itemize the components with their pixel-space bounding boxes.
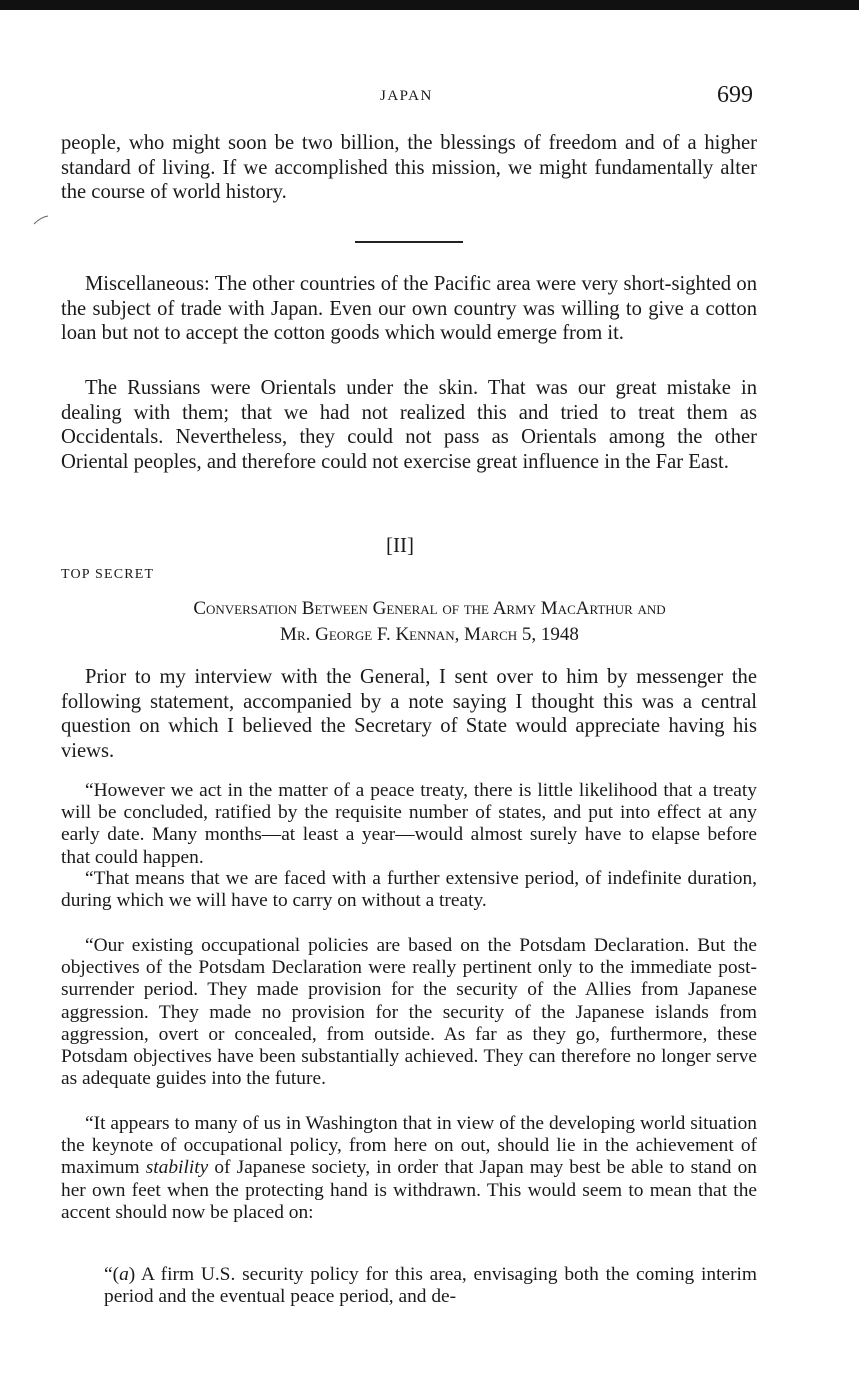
section-number: [II] <box>386 533 414 557</box>
stability-text-start: “It appears to many of us in Washington that in view of the developing world situation the keynote of occupational policy, from here on out, should lie in the achievement of maximum <box>61 1113 757 1179</box>
quoted-paragraph-extensive-period: “That means that we are faced with a further extensive period, of indefinite duration, during which we will have to carry on without a treaty. <box>61 868 757 912</box>
list-item-a <box>104 1264 757 1308</box>
classification-label: TOP SECRET <box>61 567 155 582</box>
section-divider <box>355 241 463 243</box>
quoted-paragraph-stability <box>61 1113 757 1224</box>
paragraph-prior-interview: Prior to my interview with the General, I sent over to him by messenger the following statement, accompanied by a note saying I thought this was a central question on which I believed the Secretary of State would appreciate having his views. <box>61 666 757 762</box>
document-heading-line1: Conversation Between General of the Army MacArthur and <box>193 598 666 619</box>
paragraph-continuation: people, who might soon be two billion, the blessings of freedom and of a higher standard of living. If we accomplished this mission, we might fundamentally alter the course of world history. <box>61 132 757 203</box>
item-close: ) <box>128 1264 136 1285</box>
paragraph-miscellaneous: Miscellaneous: The other countries of the Pacific area were very short-sighted on the subject of trade with Japan. Even our own country was willing to give a cotton loan but not to accept the cotton goods which would emerge from it. <box>61 273 757 344</box>
paragraph-russians: The Russians were Orientals under the skin. That was our great mistake in dealing with them; that we had not realized this and tried to treat them as Occidentals. Nevertheless, they could not pass as Orientals among the other Oriental peoples, and therefore could not exercise great influence in the Far East. <box>61 377 757 473</box>
item-text: A firm U.S. security policy for this area, envisaging both the coming interim period and the eventual peace period, and de- <box>104 1264 757 1308</box>
item-letter: a <box>119 1264 129 1285</box>
item-open: “( <box>104 1264 120 1285</box>
running-head: JAPAN <box>380 88 433 104</box>
stability-text-end: of Japanese society, in order that Japan may best be able to stand on her own feet when the protecting hand is withdrawn. This would seem to mean that the accent should now be placed on: <box>61 1157 757 1223</box>
page-number: 699 <box>717 82 753 108</box>
document-heading-line2: Mr. George F. Kennan, March 5, 1948 <box>280 624 579 645</box>
stability-emphasis: stability <box>145 1157 209 1179</box>
quoted-paragraph-peace-treaty: “However we act in the matter of a peace treaty, there is little likelihood that a treaty will be concluded, ratified by the requisite number of states, and put into effect at any early date. Many months—at least a year—would almost surely have to elapse before that could happen. <box>61 780 757 868</box>
pencil-mark-icon <box>33 215 49 225</box>
quoted-paragraph-potsdam: “Our existing occupational policies are based on the Potsdam Declaration. But the objectives of the Potsdam Declaration were really pertinent only to the immediate post-surrender period. They made provision for the security of the Allies from Japanese aggression. They made no provision for the security of the Japanese islands from aggression, overt or concealed, from outside. As far as they go, furthermore, these Potsdam objectives have been substantially achieved. They can therefore no longer serve as adequate guides into the future. <box>61 935 757 1090</box>
